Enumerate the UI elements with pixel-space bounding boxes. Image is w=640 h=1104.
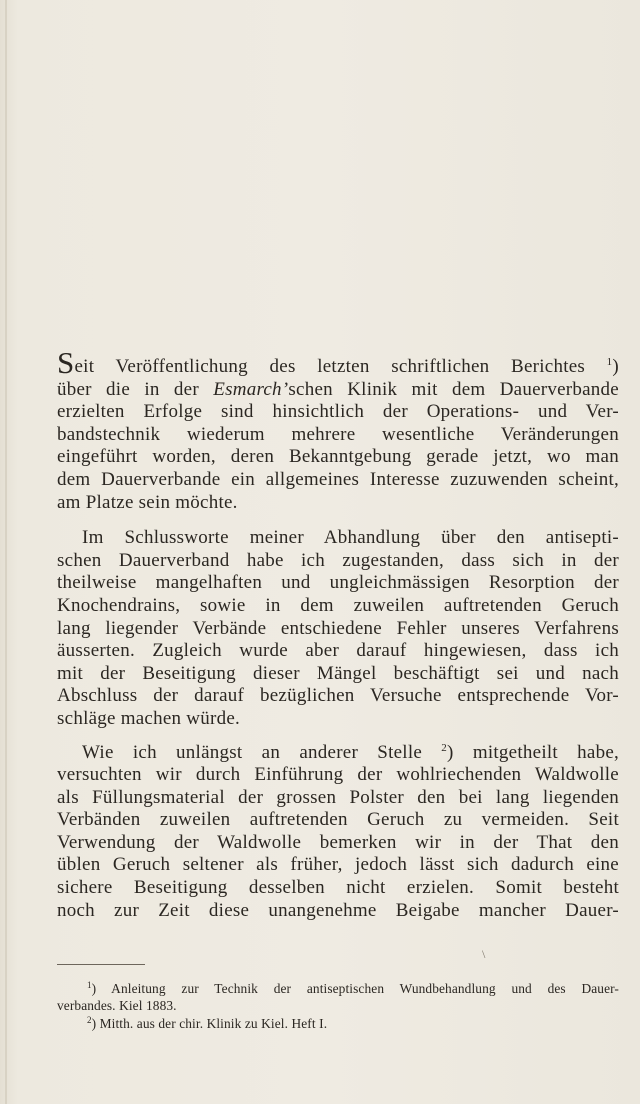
emphasized-name: Esmarch’ [213,378,289,400]
text-line: als Füllungsmaterial der grossen Polster den bei lang liegenden [57,786,619,808]
text-line: versuchten wir durch Einführung der wohlriechenden Waldwolle [57,764,619,786]
page-fold-shadow [5,0,7,1104]
paragraph-3 [57,742,619,923]
text-line: lang liegender Verbände entschiedene Fehler unseres Verfahrens [57,617,619,639]
drop-cap: S [57,345,75,380]
footnote-rule [57,964,145,965]
text-line: erzielten Erfolge sind hinsichtlich der Operations- und Ver- [57,401,619,423]
footnote-2: $^2$) Mitth. aus der chir. Klinik zu Kiel. Heft I. [87,1014,328,1031]
text-line: Verbänden zuweilen auftretenden Geruch zu vermeiden. Seit [57,809,619,831]
text-line: theilweise mangelhaften und ungleichmässigen Resorption der [57,572,619,594]
text-line: am Platze sein möchte. [57,491,238,513]
stray-print-mark: \ [482,947,486,961]
text-line: Abschluss der darauf bezüglichen Versuche entsprechende Vor- [57,685,619,707]
text-line: Seit Veröffentlichung des letzten schriftlichen Berichtes $^1$) [57,345,619,380]
text-line: Im Schlussworte meiner Abhandlung über den antisepti- [82,527,619,549]
text-line: dem Dauerverbande ein allgemeines Interesse zuzuwenden scheint, [57,468,619,490]
footnote-ref-1: 1 [606,356,613,368]
text-line: mit der Beseitigung dieser Mängel beschäftigt sei und nach [57,662,619,684]
footnotes [57,980,619,1032]
text-line: Knochendrains, sowie in dem zuweilen auftretenden Geruch [57,594,619,616]
text-line: üblen Geruch seltener als früher, jedoch lässt sich dadurch eine [57,854,619,876]
text-line: schläge machen würde. [57,707,241,729]
body-text [57,345,620,922]
footnote-1-continuation: verbandes. Kiel 1883. [57,998,177,1014]
paragraph-2 [57,527,619,730]
text-line: über die in der Esmarch’schen Klinik mit dem Dauerverbande [57,378,619,400]
text-line: noch zur Zeit diese unangenehme Beigabe mancher Dauer- [57,899,619,921]
footnote-1: $^1$) Anleitung zur Technik der antiseptischen Wundbehandlung und des Dauer- [87,980,619,996]
text-line: äusserten. Zugleich wurde aber darauf hingewiesen, dass ich [57,640,619,662]
text-line: schen Dauerverband habe ich zugestanden, dass sich in der [57,549,619,571]
text-line: eingeführt worden, deren Bekanntgebung gerade jetzt, wo man [57,446,619,468]
text-line: bandstechnik wiederum mehrere wesentliche Veränderungen [57,423,619,445]
paragraph-1 [57,345,619,514]
text-line: sichere Beseitigung desselben nicht erzielen. Somit besteht [57,877,619,899]
text-line: Wie ich unlängst an anderer Stelle $^2$) mitgetheilt habe, [82,741,620,763]
text-line: Verwendung der Waldwolle bemerken wir in der That den [57,831,619,853]
footnote-ref-2: 2 [441,741,448,754]
